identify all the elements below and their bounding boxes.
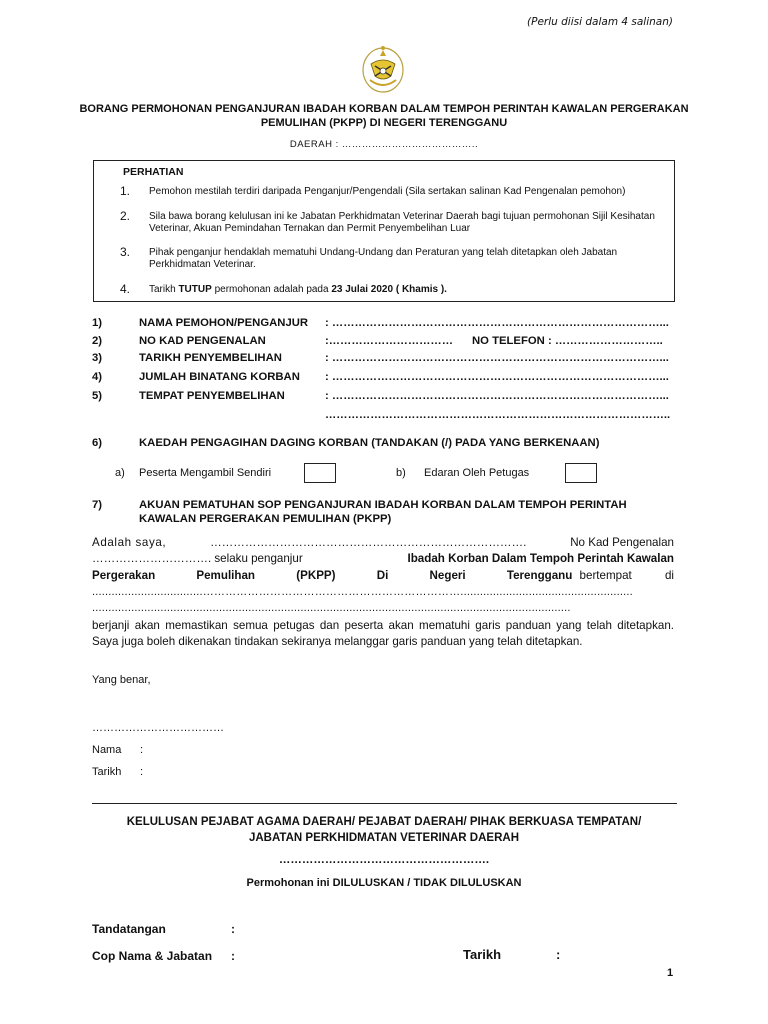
- perhatian-item-4: 4. Tarikh TUTUP permohonan adalah pada 23 Julai 2020 ( Khamis ).: [120, 282, 447, 296]
- akuan-line-3: Pergerakan Pemulihan (PKPP) Di Negeri Terengganu bertempat di: [92, 569, 674, 582]
- option-a-letter: a): [115, 467, 125, 479]
- field-no-kad: 2) NO KAD PENGENALAN :…………………………… NO TELEFON : ………………………..: [92, 335, 663, 347]
- tempat-penyembelihan-input-2[interactable]: ………………………………………………………………………………..: [325, 409, 671, 421]
- cop-colon: :: [231, 949, 235, 963]
- perhatian-heading: PERHATIAN: [123, 166, 184, 178]
- tandatangan-colon: :: [231, 922, 235, 936]
- option-b-letter: b): [396, 467, 406, 479]
- cop-label: Cop Nama & Jabatan: [92, 949, 213, 963]
- option-b-checkbox[interactable]: [565, 463, 597, 483]
- akuan-body: berjanji akan memastikan semua petugas dan peserta akan mematuhi garis panduan yang telah ditetapkan. Saya juga boleh dikenakan tindakan sekiranya melanggar garis panduan yang telah ditetapkan.: [92, 619, 674, 648]
- q6-heading: 6) KAEDAH PENGAGIHAN DAGING KORBAN (TANDAKAN (/) PADA YANG BERKENAAN): [92, 437, 600, 449]
- perhatian-item-3: 3. Pihak penganjur hendaklah mematuhi Undang-Undang dan Peraturan yang telah ditetapkan oleh Jabatan Perkhidmatan Veterinar.: [120, 245, 618, 270]
- tarikh-penyembelihan-input[interactable]: : ……………………………………………………………………………...: [325, 352, 669, 364]
- form-title-line2: PEMULIHAN (PKPP) DI NEGERI TERENGGANU: [260, 117, 508, 129]
- akuan-nama-input[interactable]: ……………………………………………………………………….: [210, 536, 527, 549]
- copies-note: (Perlu diisi dalam 4 salinan): [527, 16, 673, 28]
- signature-line[interactable]: ………………………………: [92, 722, 224, 734]
- yang-benar: Yang benar,: [92, 674, 151, 686]
- tandatangan-label: Tandatangan: [92, 922, 166, 936]
- approval-tarikh-colon: :: [556, 947, 561, 962]
- form-title-line1: BORANG PERMOHONAN PENGANJURAN IBADAH KORBAN DALAM TEMPOH PERINTAH KAWALAN PERGERAKAN: [79, 103, 689, 115]
- tarikh-label: Tarikh: [92, 766, 122, 778]
- perhatian-box: [93, 160, 675, 302]
- akuan-location-input-2[interactable]: ...................................................................................................................................................: [92, 602, 571, 614]
- field-tarikh-penyembelihan: 3) TARIKH PENYEMBELIHAN : ……………………………………………………………………………...: [92, 352, 669, 364]
- no-telefon-input[interactable]: NO TELEFON : ………………………..: [472, 335, 663, 347]
- option-a-checkbox[interactable]: [304, 463, 336, 483]
- approval-tarikh-label: Tarikh: [463, 947, 502, 962]
- tempat-penyembelihan-input[interactable]: : ……………………………………………………………………………...: [325, 390, 669, 402]
- field-tempat-penyembelihan: 5) TEMPAT PENYEMBELIHAN : ……………………………………………………………………………...: [92, 390, 669, 402]
- no-kad-input[interactable]: :……………………………: [325, 335, 454, 347]
- nama-label: Nama: [92, 744, 122, 756]
- field-tempat-penyembelihan-line2: [92, 409, 682, 425]
- akuan-line-1: Adalah saya, ………………………………………………………………………. No Kad Pengenalan: [92, 536, 674, 549]
- perhatian-item-1: 1. Pemohon mestilah terdiri daripada Penganjur/Pengendali (Sila sertakan salinan Kad Pengenalan pemohon): [120, 184, 626, 198]
- q7-heading-line1: 7) AKUAN PEMATUHAN SOP PENGANJURAN IBADAH KORBAN DALAM TEMPOH PERINTAH: [92, 499, 627, 511]
- approval-heading-line2: JABATAN PERKHIDMATAN VETERINAR DAERAH: [248, 832, 520, 844]
- jumlah-binatang-input[interactable]: : ……………………………………………………………………………...: [325, 371, 669, 383]
- tarikh-colon: :: [140, 766, 144, 778]
- page-number: 1: [667, 967, 674, 979]
- nama-pemohon-input[interactable]: : ……………………………………………………………………………...: [325, 317, 669, 329]
- section-divider: [92, 803, 677, 804]
- akuan-line-2: …………………………. selaku penganjur Ibadah Korban Dalam Tempoh Perintah Kawalan: [92, 552, 674, 565]
- field-nama-pemohon: 1) NAMA PEMOHON/PENGANJUR : ……………………………………………………………………………...: [92, 317, 669, 329]
- akuan-location-input-1[interactable]: ..................................…………………………………………………………….....................................................: [92, 586, 633, 598]
- terengganu-crest-icon: [360, 42, 406, 94]
- perhatian-item-2: 2. Sila bawa borang kelulusan ini ke Jabatan Perkhidmatan Veterinar Daerah bagi tujuan permohonan Sijil Kesihatan Veterinar, Akuan Pemindahan Ternakan dan Permit Penyembelihan Luar: [120, 209, 655, 234]
- option-a-label: Peserta Mengambil Sendiri: [139, 467, 272, 479]
- option-b-label: Edaran Oleh Petugas: [424, 467, 530, 479]
- approval-heading-line1: KELULUSAN PEJABAT AGAMA DAERAH/ PEJABAT DAERAH/ PIHAK BERKUASA TEMPATAN/: [126, 816, 642, 828]
- field-jumlah-binatang: 4) JUMLAH BINATANG KORBAN : ……………………………………………………………………………...: [92, 371, 669, 383]
- nama-colon: :: [140, 744, 144, 756]
- approval-decision: Permohonan ini DILULUSKAN / TIDAK DILULUSKAN: [246, 877, 522, 889]
- approval-dots[interactable]: ……………………………………………….: [278, 854, 490, 866]
- akuan-ic-input[interactable]: …………………………. selaku penganjur: [92, 552, 303, 565]
- q7-heading-line2: KAWALAN PERGERAKAN PEMULIHAN (PKPP): [139, 513, 392, 525]
- daerah-field[interactable]: DAERAH : …………………………………..: [289, 139, 479, 150]
